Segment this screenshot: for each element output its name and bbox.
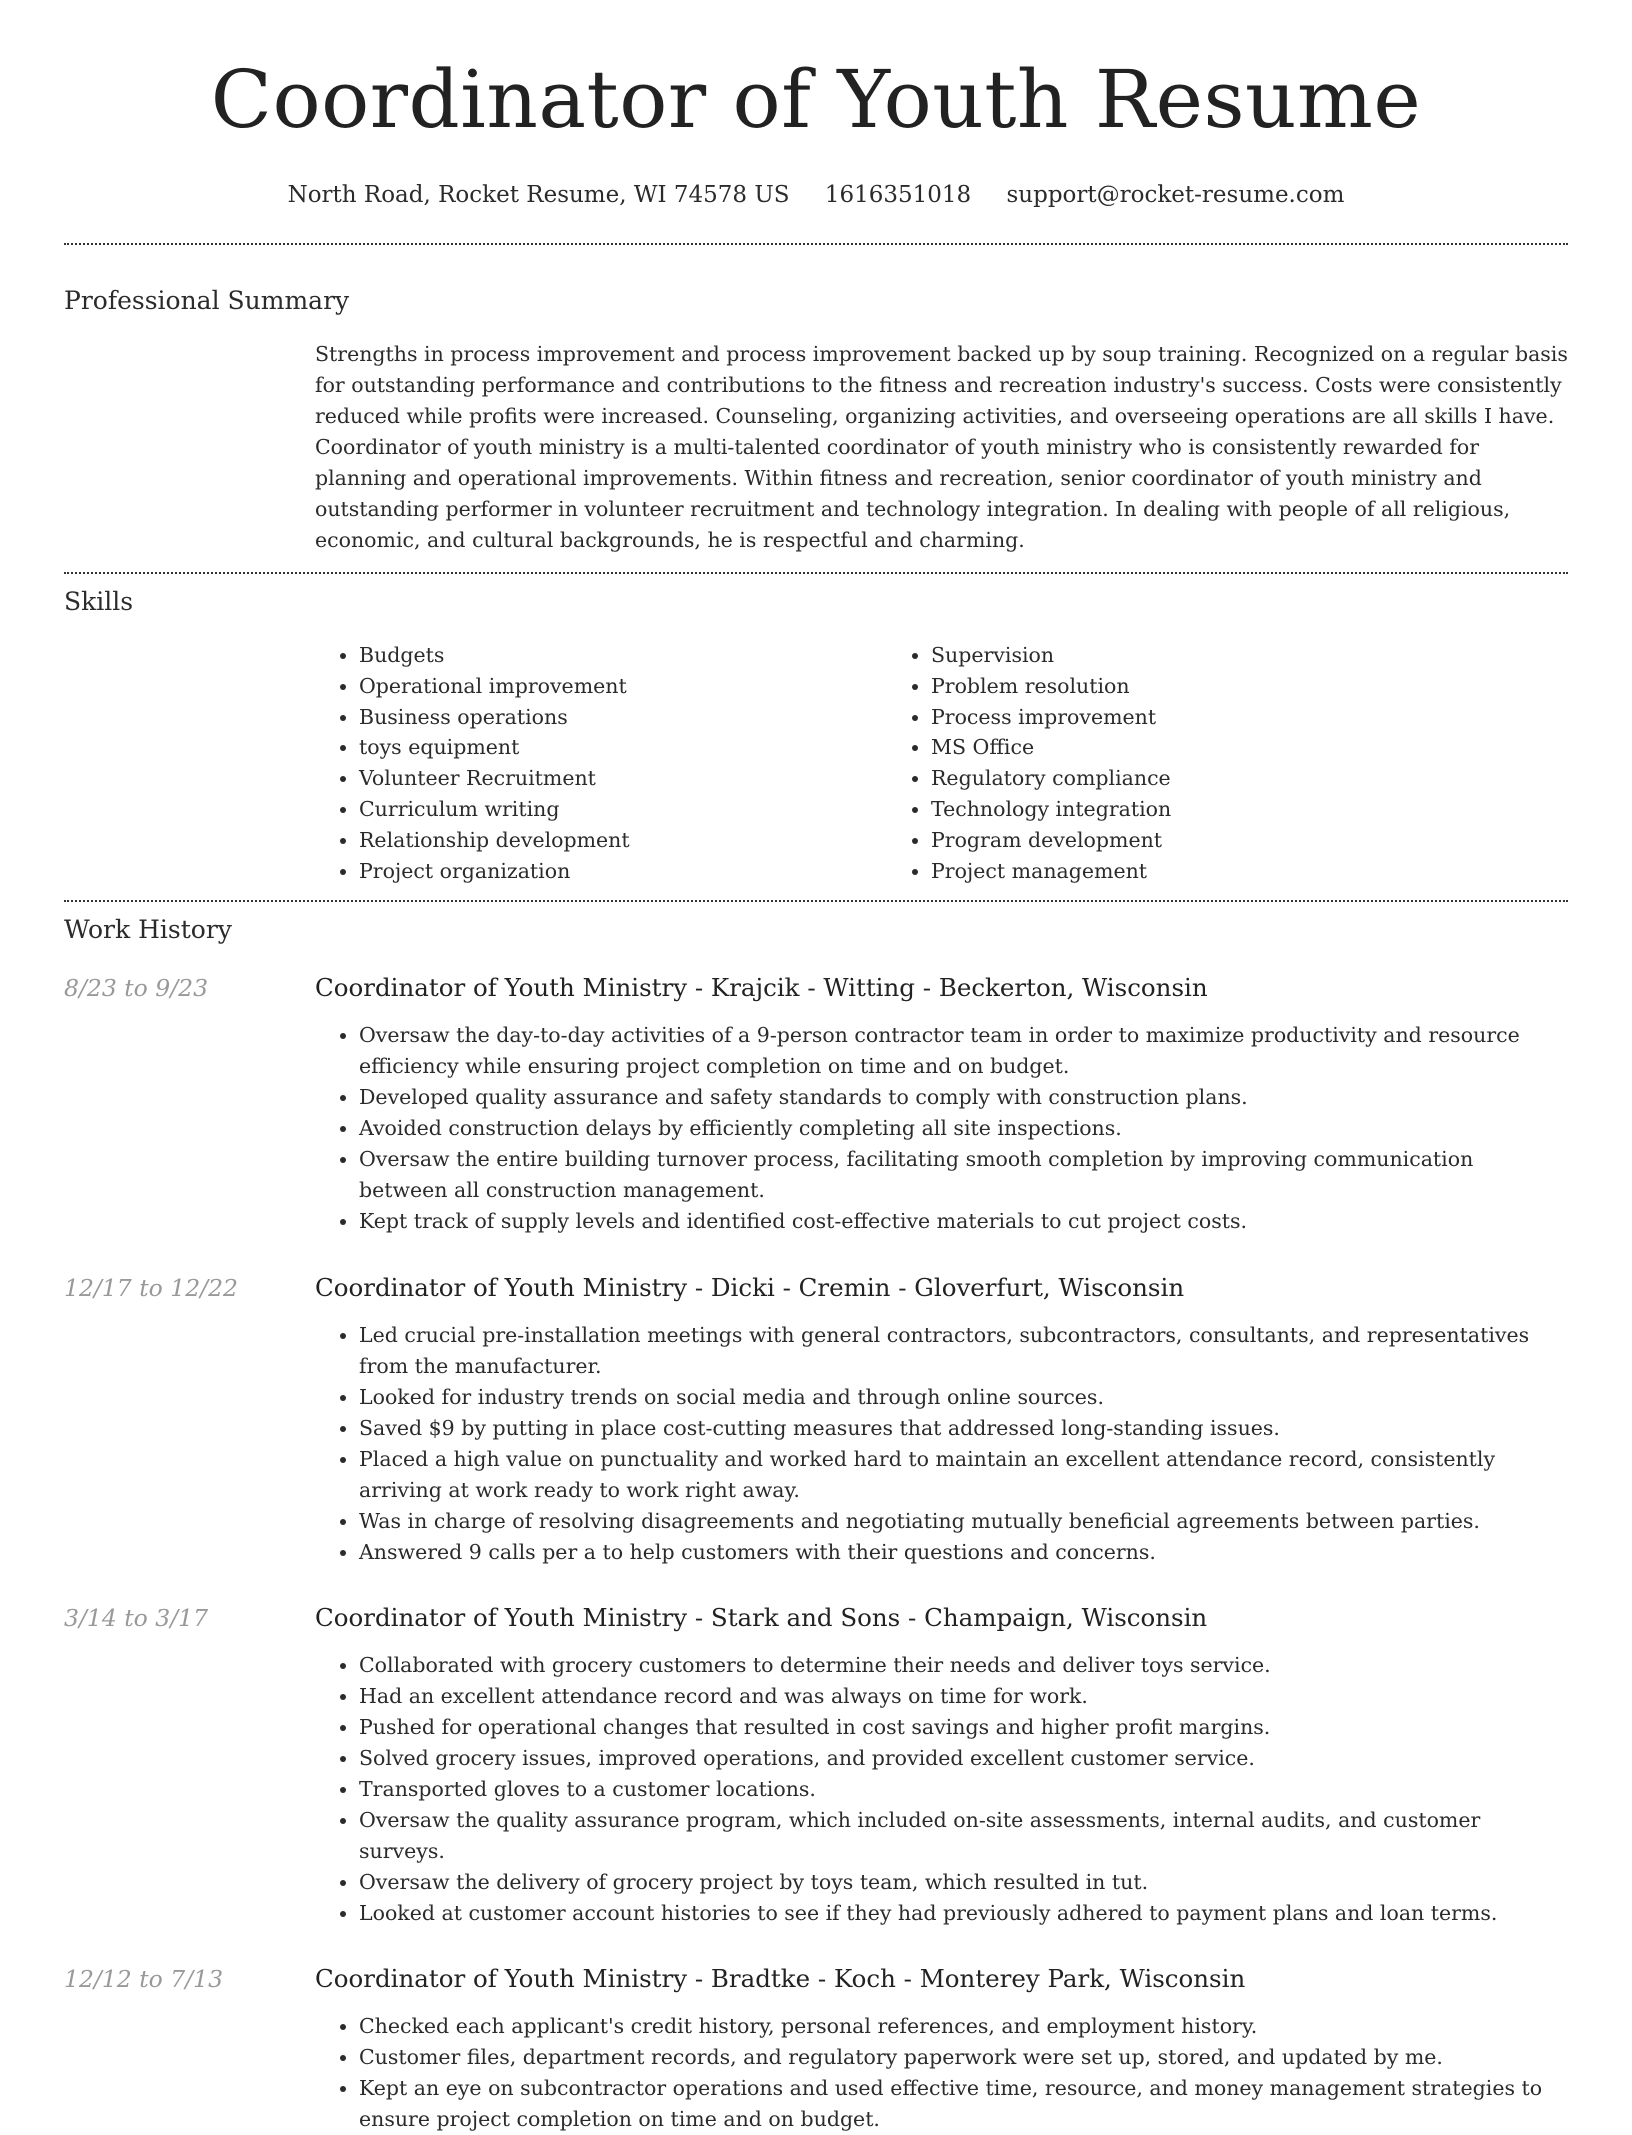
skill-item: • Problem resolution (931, 671, 1459, 702)
job-bullet: • Oversaw the delivery of grocery project by toys team, which resulted in tut. (359, 1867, 1568, 1898)
job-bullet: • Customer files, department records, and regulatory paperwork were set up, stored, and updated by me. (359, 2042, 1568, 2073)
job-title: Coordinator of Youth Ministry - Bradtke - Koch - Monterey Park, Wisconsin (315, 1964, 1246, 1994)
skill-item: • Budgets (359, 640, 887, 671)
contact-phone: 1616351018 (824, 182, 972, 208)
skill-item: • Business operations (359, 702, 887, 733)
skill-item: • MS Office (931, 732, 1459, 763)
skill-item: • Regulatory compliance (931, 763, 1459, 794)
job-detail (315, 972, 1568, 1237)
job-detail (315, 1602, 1568, 1929)
job-dates: 3/14 to 3/17 (64, 1604, 209, 1633)
job-bullet: • Kept an eye on subcontractor operations and used effective time, resource, and money management strategies to ensure project completion on time and on budget. (359, 2073, 1568, 2135)
job-bullet: • Avoided construction delays by efficiently completing all site inspections. (359, 1113, 1568, 1144)
job-dates: 8/23 to 9/23 (64, 974, 209, 1003)
contact-email: support@rocket-resume.com (1006, 182, 1345, 208)
job-bullets (315, 2011, 1568, 2135)
job-bullet: • Placed a high value on punctuality and worked hard to maintain an excellent attendance record, consistently arriving at work ready to work right away. (359, 1444, 1568, 1506)
job-bullet: • Checked each applicant's credit history, personal references, and employment history. (359, 2011, 1568, 2042)
skill-item: • Project organization (359, 856, 887, 887)
resume-title: Coordinator of Youth Resume (210, 53, 1422, 146)
skill-item: • Supervision (931, 640, 1459, 671)
job-dates: 12/17 to 12/22 (64, 1274, 238, 1303)
job-bullet: • Pushed for operational changes that resulted in cost savings and higher profit margins. (359, 1712, 1568, 1743)
skills-heading: Skills (64, 587, 134, 616)
skill-item: • Operational improvement (359, 671, 887, 702)
skill-item: • Curriculum writing (359, 794, 887, 825)
job-title: Coordinator of Youth Ministry - Dicki - Cremin - Gloverfurt, Wisconsin (315, 1273, 1185, 1303)
job-bullets (315, 1020, 1568, 1237)
divider (64, 900, 1568, 902)
job-detail (315, 1272, 1568, 1568)
divider (64, 572, 1568, 574)
job-entry (64, 1963, 1568, 2135)
skill-item: • toys equipment (359, 732, 887, 763)
work-history-heading: Work History (64, 915, 232, 945)
job-bullet: • Developed quality assurance and safety standards to comply with construction plans. (359, 1082, 1568, 1113)
job-bullet: • Collaborated with grocery customers to determine their needs and deliver toys service. (359, 1650, 1568, 1681)
job-bullet: • Solved grocery issues, improved operations, and provided excellent customer service. (359, 1743, 1568, 1774)
divider (64, 243, 1568, 245)
job-dates: 12/12 to 7/13 (64, 1965, 224, 1994)
skills-column-left (315, 640, 887, 886)
skill-item: • Volunteer Recruitment (359, 763, 887, 794)
job-bullet: • Oversaw the entire building turnover process, facilitating smooth completion by improving communication between all construction management. (359, 1144, 1568, 1206)
job-bullet: • Had an excellent attendance record and was always on time for work. (359, 1681, 1568, 1712)
skill-item: • Program development (931, 825, 1459, 856)
job-title: Coordinator of Youth Ministry - Krajcik - Witting - Beckerton, Wisconsin (315, 973, 1208, 1003)
job-bullets (315, 1320, 1568, 1568)
job-bullets (315, 1650, 1568, 1929)
summary-heading: Professional Summary (64, 286, 350, 315)
job-entry (64, 1602, 1568, 1929)
job-bullet: • Answered 9 calls per a to help customers with their questions and concerns. (359, 1537, 1568, 1568)
job-bullet: • Saved $9 by putting in place cost-cutting measures that addressed long-standing issues. (359, 1413, 1568, 1444)
skill-item: • Project management (931, 856, 1459, 887)
job-bullet: • Oversaw the day-to-day activities of a 9-person contractor team in order to maximize productivity and resource efficiency while ensuring project completion on time and on budget. (359, 1020, 1568, 1082)
job-entry (64, 972, 1568, 1237)
skills-list (315, 640, 1568, 886)
job-bullet: • Was in charge of resolving disagreements and negotiating mutually beneficial agreements between parties. (359, 1506, 1568, 1537)
skill-item: • Process improvement (931, 702, 1459, 733)
skills-column-right (887, 640, 1459, 886)
job-bullet: • Led crucial pre-installation meetings with general contractors, subcontractors, consultants, and representatives from the manufacturer. (359, 1320, 1568, 1382)
summary-text: Strengths in process improvement and process improvement backed up by soup training. Recognized on a regular basis for outstanding performance and contributions to the fitness and recreation industry's success. Costs were consistently reduced while profits were increased. Counseling, organizing activities, and overseeing operations are all skills I have. Coordinator of youth ministry is a multi-talented coordinator of youth ministry who is consistently rewarded for planning and operational improvements. Within fitness and recreation, senior coordinator of youth ministry and outstanding performer in volunteer recruitment and technology integration. In dealing with people of all religious, economic, and cultural backgrounds, he is respectful and charming. (315, 342, 1568, 552)
contact-address: North Road, Rocket Resume, WI 74578 US (287, 182, 790, 208)
job-detail (315, 1963, 1568, 2135)
job-bullet: • Kept track of supply levels and identified cost-effective materials to cut project costs. (359, 1206, 1568, 1237)
job-title: Coordinator of Youth Ministry - Stark and Sons - Champaign, Wisconsin (315, 1603, 1208, 1633)
job-bullet: • Looked at customer account histories to see if they had previously adhered to payment plans and loan terms. (359, 1898, 1568, 1929)
job-bullet: • Transported gloves to a customer locations. (359, 1774, 1568, 1805)
contact-line (64, 180, 1568, 210)
skill-item: • Technology integration (931, 794, 1459, 825)
job-bullet: • Oversaw the quality assurance program, which included on-site assessments, internal audits, and customer surveys. (359, 1805, 1568, 1867)
job-entry (64, 1272, 1568, 1568)
job-bullet: • Looked for industry trends on social media and through online sources. (359, 1382, 1568, 1413)
skill-item: • Relationship development (359, 825, 887, 856)
